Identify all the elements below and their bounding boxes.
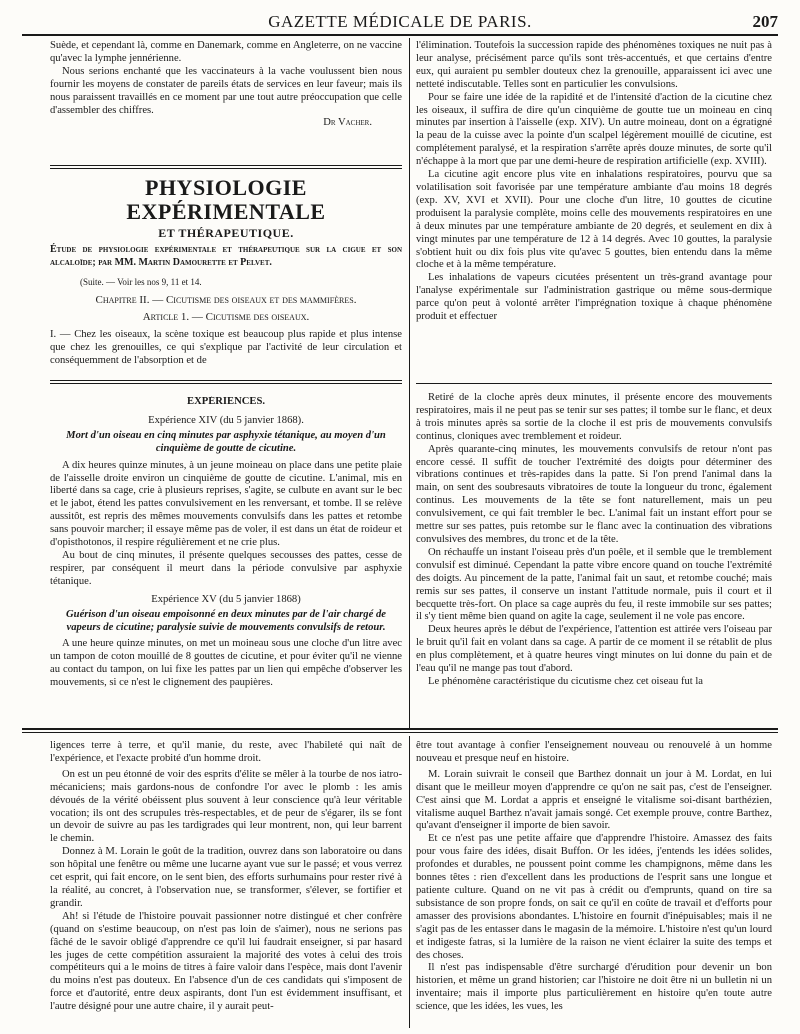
paragraph: ligences terre à terre, et qu'il manie, du reste, avec l'habileté qui naît de l'expérience, et l'exacte probité d'un homme droit. bbox=[50, 740, 402, 764]
paragraph: M. Lorain suivrait le conseil que Barthez donnait un jour à M. Lordat, en lui disant que le meilleur moyen d'apprendre ce qu'on ne sait pas, c'est de l'enseigner. C'est ainsi que M. Lordat a appris et enseigné le vitalisme soi-disant barthézien, vitalisme auquel Barthez n'avait jamais songé. Cet exemple prouve, contre Barthez, qu'avant d'enseigner il importe de bien savoir. bbox=[416, 768, 772, 832]
article-heading: Article 1. — Cicutisme des oiseaux. bbox=[142, 310, 310, 323]
paragraph: Et ce n'est pas une petite affaire que d'apprendre l'histoire. Amassez des faits pour vous faire des idées, disait Buffon. Or les idées, j'entends les idées solides, profondes et durables, ne poussent point comme les champignons, même dans les bonnes têtes : rien d'excellent dans les productions de l'esprit sans une longue et patiente culture. Quand on ne vit pas à crédit ou d'emprunts, quand on tire sa subsistance de son propre fonds, on sait ce qu'il en coûte de travail et d'efforts pour amasser des provisions abondantes. L'histoire en fournit d'inépuisables; mais il ne s'agit pas de les entasser dans le magasin de la mémoire. L'histoire n'est qu'un lourd et indigeste fatras, si la lumière de la raison ne vient éclairer la suite des temps et des choses. bbox=[416, 833, 772, 961]
paragraph: On réchauffe un instant l'oiseau près d'un poêle, et il semble que le tremblement convulsif est diminué. Cependant la patte vibre encore quand on touche l'extrémité des doigts. Au pincement de la patte, l'animal fait un saut, et retombe couché; mais remis sur ses pattes, il conserve un instant l'attitude normale, puis il court et il becquette très-fort. On place sa cage auprès du feu, il reste immobile sur ses pattes; il s'y tient même bien quand on agite la cage, seulement il ne vole pas encore. bbox=[416, 546, 772, 623]
section-title: PHYSIOLOGIE EXPÉRIMENTALE bbox=[126, 176, 326, 224]
paragraph: Le phénomène caractéristique du cicutisme chez cet oiseau fut la bbox=[428, 675, 704, 687]
column-divider-bottom bbox=[409, 736, 410, 1028]
article-title: Étude de physiologie expérimentale et thérapeutique sur la cigue et son alcaloïde; par MM. Martin Damourette et Pelvet. bbox=[50, 243, 402, 268]
experiment-title: Expérience XV (du 5 janvier 1868) bbox=[151, 593, 301, 605]
section-rule bbox=[50, 383, 402, 384]
paragraph: Il n'est pas indispensable d'être surchargé d'érudition pour devenir un bon historien, et même un grand historien; car l'histoire ne doit être ni un bulletin ni un inventaire; mais il importe plus particulièrement en histoire qu'en toute autre science, que les idées, les vues, les bbox=[416, 962, 772, 1013]
mid-right-column bbox=[416, 392, 772, 722]
paragraph: Pour se faire une idée de la rapidité et de l'intensité d'action de la cicutine chez les oiseaux, il suffira de dire qu'un cinquième de goutte tue un moineau en cinq minutes par insertion à l'aisselle (exp. XIV). Un autre moineau, dont on a égratigné la peau de la cuisse avec la pointe d'un scalpel légèrement mouillé de cicutine, est complétement paralysé, et la respiration s'arrête après douze minutes, de sorte qu'il n'échappe à la mort que par une demi-heure de respiration artificielle (exp. XVIII). bbox=[416, 91, 772, 168]
paragraph: La cicutine agit encore plus vite en inhalations respiratoires, pourvu que sa volatilisation soit favorisée par une température ambiante d'au moins 18 degrés (exp. XV, XVI et XVII). Pour une cloche d'un litre, 10 gouttes de cicutine produisent la paralysie complète, moins celle des mouvements respiratoires en une à deux minutes par une température ambiante de 20 degrés, et seulement en dix à vingt minutes par une température de 12 à 14 degrés. Avec 10 gouttes, la paralysie s'obtient huit ou dix fois plus vite qu'avec 5 gouttes, bien entendu dans la même cloche et à la même température. bbox=[416, 169, 772, 271]
paragraph: Les inhalations de vapeurs cicutées présentent un très-grand avantage pour l'analyse expérimentale sur l'administration gastrique ou même sous-dermique parce qu'on peut à volonté arrêter l'imprégnation toxique à chaque phénomène produit et effectuer bbox=[416, 272, 772, 323]
section-subtitle: ET THÉRAPEUTIQUE. bbox=[158, 226, 294, 240]
chapter-heading: Chapitre II. — Cicutisme des oiseaux et des mammifères. bbox=[95, 293, 357, 306]
paragraph: On est un peu étonné de voir des esprits d'élite se mêler à la tourbe de nos iatro-mécaniciens; mais gardons-nous de confondre l'or avec le plomb : les amis dévoués de la vérité obéissent plus souvent à leur conscience qu'à leur véritable vocation; ils ont des scrupules très-respectables, et de peur de s'égarer, ils se font un devoir de suivre au pas les tardigrades qui leur montrent, non, qui leur barrent le chemin. bbox=[50, 768, 402, 845]
paragraph: Deux heures après le début de l'expérience, l'attention est attirée vers l'oiseau par le bruit qu'il fait en volant dans sa cage. A partir de ce moment il se rétablit de plus en plus complètement, et à quatre heures vingt minutes on lui donne du pain et de l'eau qu'il ne mange pas tout d'abord. bbox=[416, 624, 772, 675]
physiology-section bbox=[50, 176, 402, 376]
header-rule bbox=[22, 34, 778, 36]
journal-title: GAZETTE MÉDICALE DE PARIS. bbox=[268, 12, 532, 31]
bottom-right-column bbox=[416, 740, 772, 1030]
top-left-column bbox=[50, 40, 402, 160]
experiences-heading: EXPÉRIENCES. bbox=[187, 396, 265, 407]
paragraph: Suède, et cependant là, comme en Danemark, comme en Angleterre, on ne vaccine qu'avec la lymphe jennérienne. bbox=[50, 40, 402, 64]
paragraph: Ah! si l'étude de l'histoire pouvait passionner notre distingué et cher confrère (quand on s'estime beaucoup, on n'est pas loin de s'aimer), nous ne serions pas fâché de le savoir obligé d'apprendre ce qu'il lui faudrait enseigner, si par hasard les juges de cette compétition assuraient la majorité des votes à celui des trois compétiteurs qui a le moins de titres à faire valoir dans l'espèce, mais dont l'avenir du moins n'est pas douteux. En l'absence d'un de ces candidats qui s'imposent de force et d'autorité, entre deux aspirants, dont l'un est évidemment insuffisant, et l'autre désigné pour une autre chaire, il y aurait peut- bbox=[50, 910, 402, 1013]
paragraph: Après quarante-cinq minutes, les mouvements convulsifs de retour n'ont pas encore cessé. Il suffit de toucher l'extrémité des doigts pour déterminer des vibrations continues et très-rapides dans la patte. Si l'on prend l'animal dans la main, on sent des soubresauts vibratoires de toute la longueur du tronc, également continus. Les mouvements de la tête se font naturellement, mais un peu convulsivement, ce qui fait trembler le bec. L'animal fait un instant effort pour se mettre sur ses pattes, puis retombe sur le flanc avec la continuation des vibrations convulsives des membres, du tronc et de la tête. bbox=[416, 443, 772, 545]
paragraph: A dix heures quinze minutes, à un jeune moineau on place dans une petite plaie de l'aisselle droite environ un cinquième de goutte de cicutine. L'animal, mis en liberté dans sa cage, crie à plusieurs reprises, s'agite, se culbute en avant sur le bec et le jabot, étend les pattes convulsivement en les renversant, et tombe. Il se relève aussitôt, est repris des mêmes mouvements convulsifs dans les pattes et retombe sans pouvoir marcher; il essaye même pas de voler, il est dans un état de roideur et d'opisthotonos, il respire régulièrement et ne crie plus. bbox=[50, 459, 402, 549]
signature: Dr Vacher. bbox=[323, 117, 372, 129]
experiment-subtitle: Guérison d'un oiseau empoisonné en deux minutes par de l'air chargé de vapeurs de cicutine; paralysie suivie de mouvements convulsifs de retour. bbox=[66, 608, 386, 633]
paragraph: A une heure quinze minutes, on met un moineau sous une cloche d'un litre avec un tampon de coton mouillé de 8 gouttes de cicutine, et pour éviter qu'il ne vienne au contact du tampon, on lui fixe les pattes par un lien qui empêche d'observer les mouvements, si ce n'est le clignement des paupières. bbox=[50, 638, 402, 689]
paragraph: Au bout de cinq minutes, il présente quelques secousses des pattes, cesse de respirer, par conséquent il meurt dans la période convulsive par asphyxie tétanique. bbox=[50, 549, 402, 587]
paragraph: l'élimination. Toutefois la succession rapide des phénomènes toxiques ne nuit pas à leur analyse, précisément parce qu'ils sont très-accentués, et que certains d'entre eux, qui auraient pu sembler douteux chez la grenouille, apparaissent ici avec une netteté indiscutable. Telles sont en particulier les convulsions. bbox=[416, 40, 772, 90]
suite-note: (Suite. — Voir les nos 9, 11 et 14. bbox=[80, 276, 202, 287]
section-rule bbox=[50, 168, 402, 169]
paragraph: Nous serions enchanté que les vaccinateurs à la vache voulussent bien nous fournir les moyens de constater de pareils états de services en leur faveur; mais ils nous paraissent travaillés en ce moment par une tout autre préoccupation que celle d'assembler des chiffres. bbox=[50, 65, 402, 116]
paragraph: Retiré de la cloche après deux minutes, il présente encore des mouvements respiratoires, mais il ne peut pas se tenir sur ses pattes; il tombe sur le flanc, et deux à trois minutes après sa sortie de la cloche il est pris de mouvements convulsifs continus, cloniques avec tremblement et roideur. bbox=[416, 392, 772, 442]
page-divider bbox=[22, 728, 778, 730]
paragraph: Donnez à M. Lorain le goût de la tradition, ouvrez dans son laboratoire ou dans son hôpital une fenêtre ou même une lucarne ayant vue sur le passé; et vous verrez cet esprit, qui fait encore, on le sent bien, des efforts surhumains pour rester rivé à la réalité, au concret, à l'observation nue, se transformer, s'élever, se fortifier et grandir. bbox=[50, 846, 402, 909]
paragraph: être tout avantage à confier l'enseignement nouveau ou renouvelé à un homme nouveau et presque neuf en histoire. bbox=[416, 740, 772, 764]
page-number: 207 bbox=[752, 12, 778, 31]
experiences-section bbox=[50, 396, 402, 721]
experiment-subtitle: Mort d'un oiseau en cinq minutes par asphyxie tétanique, au moyen d'un cinquième de goutte de cicutine. bbox=[66, 429, 386, 454]
paragraph: I. — Chez les oiseaux, la scène toxique est beaucoup plus rapide et plus intense que chez les grenouilles, ce qui s'explique par l'activité de leur circulation et conséquemment de l'absorption et de bbox=[50, 329, 402, 367]
bottom-left-column bbox=[50, 740, 402, 1030]
experiment-title: Expérience XIV (du 5 janvier 1868). bbox=[148, 414, 304, 426]
column-divider-top bbox=[409, 38, 410, 728]
section-rule bbox=[50, 380, 402, 381]
page-divider bbox=[22, 732, 778, 733]
section-rule bbox=[50, 165, 402, 166]
section-rule bbox=[416, 383, 772, 384]
top-right-column bbox=[416, 40, 772, 380]
